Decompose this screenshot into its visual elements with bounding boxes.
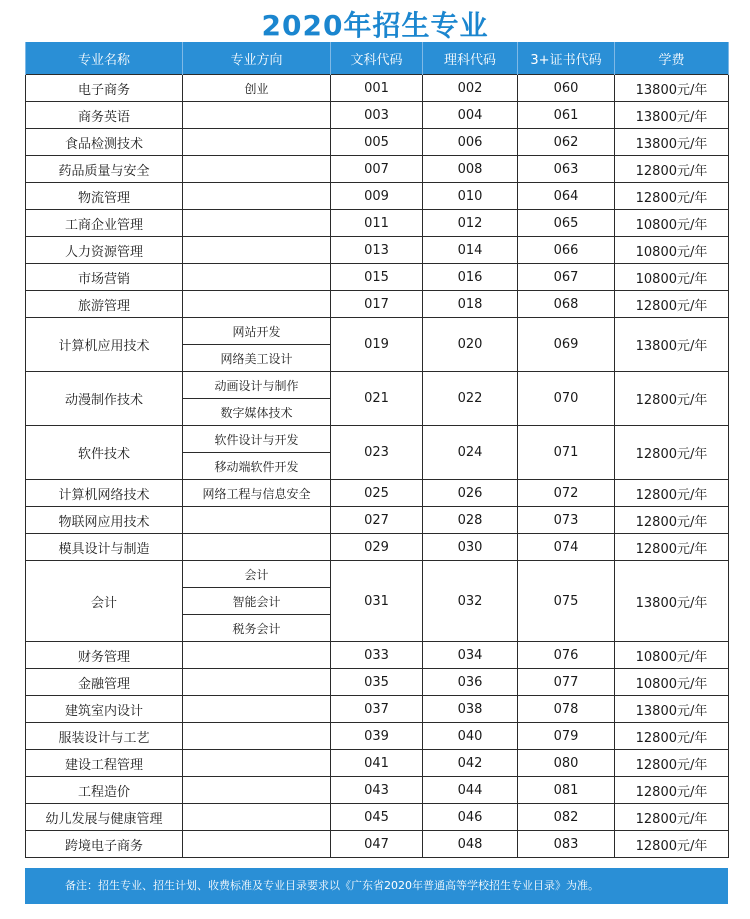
direction-cell — [183, 831, 331, 858]
tuition-cell: 13800元/年 — [615, 102, 729, 129]
direction-cell — [183, 507, 331, 534]
certificate-code-cell: 060 — [518, 75, 615, 102]
major-name-cell: 服装设计与工艺 — [26, 723, 183, 750]
direction-cell — [183, 750, 331, 777]
tuition-cell: 12800元/年 — [615, 534, 729, 561]
tuition-cell: 10800元/年 — [615, 264, 729, 291]
direction-cell: 软件设计与开发 — [183, 426, 331, 453]
science-code-cell: 022 — [423, 372, 518, 426]
science-code-cell: 042 — [423, 750, 518, 777]
certificate-code-cell: 075 — [518, 561, 615, 642]
direction-cell — [183, 642, 331, 669]
direction-cell — [183, 156, 331, 183]
direction-cell — [183, 183, 331, 210]
tuition-cell: 10800元/年 — [615, 669, 729, 696]
table-row — [26, 480, 729, 507]
major-name-cell: 旅游管理 — [26, 291, 183, 318]
major-name-cell: 物流管理 — [26, 183, 183, 210]
certificate-code-cell: 063 — [518, 156, 615, 183]
table-row — [26, 561, 729, 588]
tuition-cell: 12800元/年 — [615, 480, 729, 507]
liberal-code-cell: 037 — [331, 696, 423, 723]
direction-cell: 税务会计 — [183, 615, 331, 642]
certificate-code-cell: 073 — [518, 507, 615, 534]
liberal-code-cell: 019 — [331, 318, 423, 372]
direction-cell: 网络美工设计 — [183, 345, 331, 372]
table-row — [26, 183, 729, 210]
table-row — [26, 102, 729, 129]
direction-cell — [183, 669, 331, 696]
certificate-code-cell: 070 — [518, 372, 615, 426]
tuition-cell: 12800元/年 — [615, 426, 729, 480]
major-name-cell: 工程造价 — [26, 777, 183, 804]
direction-cell — [183, 237, 331, 264]
liberal-code-cell: 021 — [331, 372, 423, 426]
liberal-code-cell: 017 — [331, 291, 423, 318]
direction-cell — [183, 534, 331, 561]
science-code-cell: 006 — [423, 129, 518, 156]
tuition-cell: 12800元/年 — [615, 183, 729, 210]
major-name-cell: 软件技术 — [26, 426, 183, 480]
tuition-cell: 12800元/年 — [615, 507, 729, 534]
table-row — [26, 129, 729, 156]
certificate-code-cell: 066 — [518, 237, 615, 264]
major-name-cell: 建设工程管理 — [26, 750, 183, 777]
science-code-cell: 008 — [423, 156, 518, 183]
science-code-cell: 034 — [423, 642, 518, 669]
liberal-code-cell: 039 — [331, 723, 423, 750]
direction-cell — [183, 291, 331, 318]
major-name-cell: 物联网应用技术 — [26, 507, 183, 534]
tuition-cell: 13800元/年 — [615, 75, 729, 102]
table-row — [26, 696, 729, 723]
table-row — [26, 426, 729, 453]
major-name-cell: 财务管理 — [26, 642, 183, 669]
science-code-cell: 012 — [423, 210, 518, 237]
direction-cell — [183, 102, 331, 129]
liberal-code-cell: 003 — [331, 102, 423, 129]
direction-cell: 网站开发 — [183, 318, 331, 345]
tuition-cell: 10800元/年 — [615, 237, 729, 264]
table-row — [26, 669, 729, 696]
table-row — [26, 156, 729, 183]
liberal-code-cell: 011 — [331, 210, 423, 237]
table-header-row — [26, 42, 729, 75]
table-row — [26, 291, 729, 318]
majors-table — [25, 42, 729, 858]
liberal-code-cell: 013 — [331, 237, 423, 264]
major-name-cell: 幼儿发展与健康管理 — [26, 804, 183, 831]
science-code-cell: 028 — [423, 507, 518, 534]
major-name-cell: 电子商务 — [26, 75, 183, 102]
table-row — [26, 75, 729, 102]
major-name-cell: 跨境电子商务 — [26, 831, 183, 858]
table-row — [26, 750, 729, 777]
major-name-cell: 人力资源管理 — [26, 237, 183, 264]
certificate-code-cell: 061 — [518, 102, 615, 129]
direction-cell — [183, 777, 331, 804]
table-row — [26, 804, 729, 831]
certificate-code-cell: 074 — [518, 534, 615, 561]
table-row — [26, 264, 729, 291]
direction-cell: 智能会计 — [183, 588, 331, 615]
certificate-code-cell: 067 — [518, 264, 615, 291]
table-row — [26, 318, 729, 345]
major-name-cell: 计算机应用技术 — [26, 318, 183, 372]
tuition-cell: 12800元/年 — [615, 831, 729, 858]
liberal-code-cell: 025 — [331, 480, 423, 507]
tuition-cell: 12800元/年 — [615, 156, 729, 183]
direction-cell: 数字媒体技术 — [183, 399, 331, 426]
liberal-code-cell: 007 — [331, 156, 423, 183]
major-name-cell: 动漫制作技术 — [26, 372, 183, 426]
header-science-code: 理科代码 — [423, 42, 518, 75]
liberal-code-cell: 029 — [331, 534, 423, 561]
table-row — [26, 723, 729, 750]
table-row — [26, 237, 729, 264]
direction-cell — [183, 264, 331, 291]
science-code-cell: 030 — [423, 534, 518, 561]
liberal-code-cell: 015 — [331, 264, 423, 291]
liberal-code-cell: 045 — [331, 804, 423, 831]
science-code-cell: 014 — [423, 237, 518, 264]
tuition-cell: 13800元/年 — [615, 561, 729, 642]
tuition-cell: 10800元/年 — [615, 210, 729, 237]
tuition-cell: 12800元/年 — [615, 723, 729, 750]
science-code-cell: 002 — [423, 75, 518, 102]
certificate-code-cell: 078 — [518, 696, 615, 723]
table-body — [26, 75, 729, 858]
major-name-cell: 建筑室内设计 — [26, 696, 183, 723]
liberal-code-cell: 001 — [331, 75, 423, 102]
certificate-code-cell: 068 — [518, 291, 615, 318]
tuition-cell: 12800元/年 — [615, 777, 729, 804]
table-row — [26, 372, 729, 399]
certificate-code-cell: 076 — [518, 642, 615, 669]
tuition-cell: 13800元/年 — [615, 696, 729, 723]
science-code-cell: 044 — [423, 777, 518, 804]
direction-cell — [183, 723, 331, 750]
tuition-cell: 12800元/年 — [615, 804, 729, 831]
liberal-code-cell: 005 — [331, 129, 423, 156]
major-name-cell: 市场营销 — [26, 264, 183, 291]
direction-cell: 创业 — [183, 75, 331, 102]
major-name-cell: 食品检测技术 — [26, 129, 183, 156]
certificate-code-cell: 081 — [518, 777, 615, 804]
science-code-cell: 036 — [423, 669, 518, 696]
tuition-cell: 13800元/年 — [615, 129, 729, 156]
tuition-cell: 10800元/年 — [615, 642, 729, 669]
liberal-code-cell: 041 — [331, 750, 423, 777]
certificate-code-cell: 069 — [518, 318, 615, 372]
certificate-code-cell: 071 — [518, 426, 615, 480]
major-name-cell: 金融管理 — [26, 669, 183, 696]
certificate-code-cell: 064 — [518, 183, 615, 210]
major-name-cell: 商务英语 — [26, 102, 183, 129]
direction-cell: 动画设计与制作 — [183, 372, 331, 399]
table-row — [26, 777, 729, 804]
header-certificate-code: 3+证书代码 — [518, 42, 615, 75]
header-major-name: 专业名称 — [26, 42, 183, 75]
science-code-cell: 010 — [423, 183, 518, 210]
certificate-code-cell: 077 — [518, 669, 615, 696]
liberal-code-cell: 031 — [331, 561, 423, 642]
table-row — [26, 534, 729, 561]
major-name-cell: 工商企业管理 — [26, 210, 183, 237]
certificate-code-cell: 083 — [518, 831, 615, 858]
page-title: 2020年招生专业 — [261, 9, 489, 42]
footnote: 备注：招生专业、招生计划、收费标准及专业目录要求以《广东省2020年普通高等学校招生专业目录》为准。 — [25, 868, 728, 904]
tuition-cell: 12800元/年 — [615, 291, 729, 318]
liberal-code-cell: 035 — [331, 669, 423, 696]
science-code-cell: 046 — [423, 804, 518, 831]
direction-cell — [183, 210, 331, 237]
direction-cell — [183, 804, 331, 831]
direction-cell: 会计 — [183, 561, 331, 588]
major-name-cell: 模具设计与制造 — [26, 534, 183, 561]
certificate-code-cell: 080 — [518, 750, 615, 777]
table-row — [26, 642, 729, 669]
tuition-cell: 12800元/年 — [615, 750, 729, 777]
science-code-cell: 026 — [423, 480, 518, 507]
certificate-code-cell: 072 — [518, 480, 615, 507]
liberal-code-cell: 043 — [331, 777, 423, 804]
science-code-cell: 004 — [423, 102, 518, 129]
major-name-cell: 会计 — [26, 561, 183, 642]
science-code-cell: 018 — [423, 291, 518, 318]
science-code-cell: 016 — [423, 264, 518, 291]
table-row — [26, 210, 729, 237]
direction-cell: 网络工程与信息安全 — [183, 480, 331, 507]
header-liberal-code: 文科代码 — [331, 42, 423, 75]
major-name-cell: 计算机网络技术 — [26, 480, 183, 507]
header-tuition: 学费 — [615, 42, 729, 75]
science-code-cell: 020 — [423, 318, 518, 372]
direction-cell: 移动端软件开发 — [183, 453, 331, 480]
tuition-cell: 12800元/年 — [615, 372, 729, 426]
science-code-cell: 048 — [423, 831, 518, 858]
certificate-code-cell: 082 — [518, 804, 615, 831]
table-row — [26, 507, 729, 534]
liberal-code-cell: 047 — [331, 831, 423, 858]
certificate-code-cell: 062 — [518, 129, 615, 156]
tuition-cell: 13800元/年 — [615, 318, 729, 372]
major-name-cell: 药品质量与安全 — [26, 156, 183, 183]
liberal-code-cell: 033 — [331, 642, 423, 669]
science-code-cell: 040 — [423, 723, 518, 750]
certificate-code-cell: 079 — [518, 723, 615, 750]
liberal-code-cell: 009 — [331, 183, 423, 210]
header-direction: 专业方向 — [183, 42, 331, 75]
science-code-cell: 038 — [423, 696, 518, 723]
direction-cell — [183, 696, 331, 723]
table-row — [26, 831, 729, 858]
liberal-code-cell: 027 — [331, 507, 423, 534]
certificate-code-cell: 065 — [518, 210, 615, 237]
science-code-cell: 024 — [423, 426, 518, 480]
liberal-code-cell: 023 — [331, 426, 423, 480]
direction-cell — [183, 129, 331, 156]
science-code-cell: 032 — [423, 561, 518, 642]
